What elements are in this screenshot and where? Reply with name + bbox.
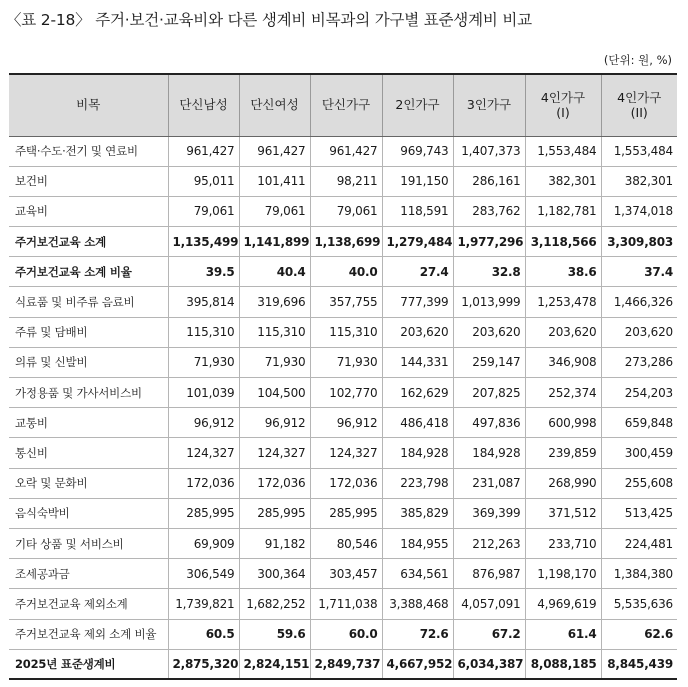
- table-cell: 385,829: [382, 498, 453, 528]
- table-cell: 1,466,326: [601, 287, 677, 317]
- table-cell: 1,553,484: [601, 136, 677, 166]
- table-cell: 5,535,636: [601, 589, 677, 619]
- table-cell: 382,301: [601, 166, 677, 196]
- table-cell: 2,875,320: [168, 649, 239, 679]
- row-label: 의류 및 신발비: [9, 347, 168, 377]
- table-cell: 203,620: [525, 317, 601, 347]
- table-row: [9, 347, 677, 377]
- table-cell: 184,928: [382, 438, 453, 468]
- table-cell: 969,743: [382, 136, 453, 166]
- table-cell: 203,620: [601, 317, 677, 347]
- table-cell: 98,211: [310, 166, 382, 196]
- table-cell: 369,399: [453, 498, 525, 528]
- table-cell: 60.0: [310, 619, 382, 649]
- row-label: 기타 상품 및 서비스비: [9, 528, 168, 558]
- table-cell: 184,955: [382, 528, 453, 558]
- table-cell: 1,279,484: [382, 227, 453, 257]
- table-cell: 2,849,737: [310, 649, 382, 679]
- row-label: 교통비: [9, 408, 168, 438]
- table-cell: 32.8: [453, 257, 525, 287]
- table-cell: 273,286: [601, 347, 677, 377]
- table-cell: 96,912: [168, 408, 239, 438]
- table-cell: 79,061: [168, 196, 239, 226]
- table-cell: 1,138,699: [310, 227, 382, 257]
- table-cell: 357,755: [310, 287, 382, 317]
- table-cell: 283,762: [453, 196, 525, 226]
- table-cell: 634,561: [382, 559, 453, 589]
- table-cell: 255,608: [601, 468, 677, 498]
- table-cell: 69,909: [168, 528, 239, 558]
- table-cell: 144,331: [382, 347, 453, 377]
- table-cell: 1,253,478: [525, 287, 601, 317]
- table-body: [9, 136, 677, 679]
- table-cell: 1,384,380: [601, 559, 677, 589]
- table-cell: 286,161: [453, 166, 525, 196]
- table-cell: 91,182: [239, 528, 310, 558]
- table-row: [9, 468, 677, 498]
- table-cell: 104,500: [239, 378, 310, 408]
- row-label: 2025년 표준생계비: [9, 649, 168, 679]
- table-row: [9, 649, 677, 679]
- table-cell: 1,739,821: [168, 589, 239, 619]
- table-cell: 102,770: [310, 378, 382, 408]
- column-header: 2인가구: [382, 74, 453, 136]
- table-cell: 8,845,439: [601, 649, 677, 679]
- table-cell: 124,327: [310, 438, 382, 468]
- table-row: [9, 227, 677, 257]
- table-cell: 80,546: [310, 528, 382, 558]
- table-cell: 172,036: [310, 468, 382, 498]
- row-label: 조세공과금: [9, 559, 168, 589]
- table-cell: 223,798: [382, 468, 453, 498]
- row-label: 오락 및 문화비: [9, 468, 168, 498]
- row-label: 통신비: [9, 438, 168, 468]
- table-row: [9, 257, 677, 287]
- table-cell: 3,388,468: [382, 589, 453, 619]
- table-cell: 239,859: [525, 438, 601, 468]
- table-cell: 395,814: [168, 287, 239, 317]
- table-cell: 233,710: [525, 528, 601, 558]
- table-cell: 285,995: [168, 498, 239, 528]
- header-row: [9, 74, 677, 136]
- table-cell: 207,825: [453, 378, 525, 408]
- row-label: 주택·수도·전기 및 연료비: [9, 136, 168, 166]
- row-label: 식료품 및 비주류 음료비: [9, 287, 168, 317]
- table-row: [9, 196, 677, 226]
- table-cell: 346,908: [525, 347, 601, 377]
- table-row: [9, 317, 677, 347]
- table-cell: 59.6: [239, 619, 310, 649]
- table-cell: 162,629: [382, 378, 453, 408]
- table-title: 〈표 2-18〉 주거·보건·교육비와 다른 생계비 비목과의 가구별 표준생계비 비교: [6, 11, 532, 29]
- table-cell: 39.5: [168, 257, 239, 287]
- table-row: [9, 498, 677, 528]
- table-cell: 285,995: [239, 498, 310, 528]
- table-cell: 72.6: [382, 619, 453, 649]
- table-cell: 67.2: [453, 619, 525, 649]
- table-cell: 27.4: [382, 257, 453, 287]
- table-cell: 71,930: [168, 347, 239, 377]
- table-cell: 371,512: [525, 498, 601, 528]
- table-cell: 1,407,373: [453, 136, 525, 166]
- column-header: 3인가구: [453, 74, 525, 136]
- table-cell: 40.0: [310, 257, 382, 287]
- table-cell: 1,135,499: [168, 227, 239, 257]
- table-cell: 71,930: [310, 347, 382, 377]
- table-cell: 101,411: [239, 166, 310, 196]
- row-label: 주거보건교육 제외 소계 비율: [9, 619, 168, 649]
- row-label: 주류 및 담배비: [9, 317, 168, 347]
- table-cell: 1,141,899: [239, 227, 310, 257]
- table-cell: 231,087: [453, 468, 525, 498]
- table-cell: 3,309,803: [601, 227, 677, 257]
- table-cell: 1,198,170: [525, 559, 601, 589]
- table-cell: 777,399: [382, 287, 453, 317]
- table-cell: 259,147: [453, 347, 525, 377]
- table-row: [9, 438, 677, 468]
- row-label: 보건비: [9, 166, 168, 196]
- cost-comparison-table: [9, 73, 677, 680]
- table-row: [9, 378, 677, 408]
- column-header: 단신가구: [310, 74, 382, 136]
- table-cell: 172,036: [239, 468, 310, 498]
- table-cell: 303,457: [310, 559, 382, 589]
- table-cell: 62.6: [601, 619, 677, 649]
- table-row: [9, 619, 677, 649]
- table-cell: 212,263: [453, 528, 525, 558]
- table-cell: 124,327: [168, 438, 239, 468]
- table-row: [9, 408, 677, 438]
- table-cell: 961,427: [310, 136, 382, 166]
- column-header: 단신여성: [239, 74, 310, 136]
- table-cell: 1,711,038: [310, 589, 382, 619]
- table-cell: 252,374: [525, 378, 601, 408]
- row-label: 주거보건교육 소계 비율: [9, 257, 168, 287]
- table-cell: 203,620: [382, 317, 453, 347]
- table-cell: 4,969,619: [525, 589, 601, 619]
- table-cell: 60.5: [168, 619, 239, 649]
- table-cell: 486,418: [382, 408, 453, 438]
- table-cell: 96,912: [239, 408, 310, 438]
- table-cell: 6,034,387: [453, 649, 525, 679]
- table-cell: 600,998: [525, 408, 601, 438]
- table-row: [9, 589, 677, 619]
- table-cell: 172,036: [168, 468, 239, 498]
- table-cell: 61.4: [525, 619, 601, 649]
- table-cell: 961,427: [239, 136, 310, 166]
- table-cell: 513,425: [601, 498, 677, 528]
- table-cell: 184,928: [453, 438, 525, 468]
- table-cell: 4,057,091: [453, 589, 525, 619]
- table-cell: 285,995: [310, 498, 382, 528]
- table-row: [9, 287, 677, 317]
- table-cell: 382,301: [525, 166, 601, 196]
- table-cell: 497,836: [453, 408, 525, 438]
- table-cell: 876,987: [453, 559, 525, 589]
- column-header: 4인가구 (II): [601, 74, 677, 136]
- table-cell: 96,912: [310, 408, 382, 438]
- table-cell: 306,549: [168, 559, 239, 589]
- table-cell: 71,930: [239, 347, 310, 377]
- table-cell: 1,977,296: [453, 227, 525, 257]
- table-row: [9, 166, 677, 196]
- column-header: 비목: [9, 74, 168, 136]
- table-cell: 8,088,185: [525, 649, 601, 679]
- table-cell: 1,682,252: [239, 589, 310, 619]
- row-label: 교육비: [9, 196, 168, 226]
- table-row: [9, 136, 677, 166]
- table-cell: 1,553,484: [525, 136, 601, 166]
- table-cell: 4,667,952: [382, 649, 453, 679]
- table-row: [9, 559, 677, 589]
- table-cell: 38.6: [525, 257, 601, 287]
- table-cell: 115,310: [168, 317, 239, 347]
- table-cell: 300,364: [239, 559, 310, 589]
- table-cell: 1,013,999: [453, 287, 525, 317]
- table-cell: 118,591: [382, 196, 453, 226]
- table-cell: 115,310: [310, 317, 382, 347]
- table-row: [9, 528, 677, 558]
- column-header: 단신남성: [168, 74, 239, 136]
- column-header: 4인가구 (I): [525, 74, 601, 136]
- table-cell: 79,061: [310, 196, 382, 226]
- table-cell: 224,481: [601, 528, 677, 558]
- table-cell: 79,061: [239, 196, 310, 226]
- table-cell: 961,427: [168, 136, 239, 166]
- table-cell: 115,310: [239, 317, 310, 347]
- table-cell: 1,182,781: [525, 196, 601, 226]
- unit-label: (단위: 원, %): [603, 53, 672, 67]
- table-cell: 2,824,151: [239, 649, 310, 679]
- row-label: 가정용품 및 가사서비스비: [9, 378, 168, 408]
- table-cell: 254,203: [601, 378, 677, 408]
- table-cell: 95,011: [168, 166, 239, 196]
- table-cell: 101,039: [168, 378, 239, 408]
- table-cell: 37.4: [601, 257, 677, 287]
- table-cell: 40.4: [239, 257, 310, 287]
- table-cell: 203,620: [453, 317, 525, 347]
- row-label: 주거보건교육 소계: [9, 227, 168, 257]
- table-cell: 1,374,018: [601, 196, 677, 226]
- table-cell: 300,459: [601, 438, 677, 468]
- table-cell: 124,327: [239, 438, 310, 468]
- row-label: 주거보건교육 제외소계: [9, 589, 168, 619]
- table-cell: 3,118,566: [525, 227, 601, 257]
- table-cell: 659,848: [601, 408, 677, 438]
- table-cell: 319,696: [239, 287, 310, 317]
- table-cell: 268,990: [525, 468, 601, 498]
- table-cell: 191,150: [382, 166, 453, 196]
- row-label: 음식숙박비: [9, 498, 168, 528]
